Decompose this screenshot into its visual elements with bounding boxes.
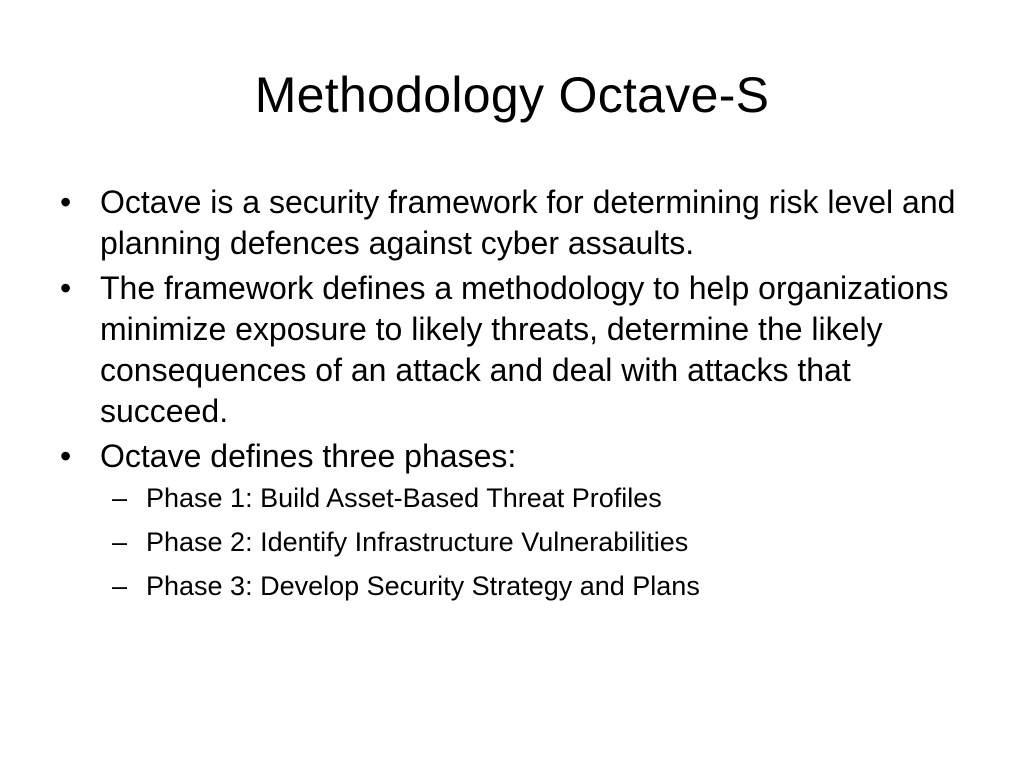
sub-bullet-text: Phase 1: Build Asset-Based Threat Profiles (146, 483, 662, 513)
sub-bullet-list (100, 481, 966, 604)
bullet-item (56, 182, 966, 264)
slide-title: Methodology Octave-S (254, 67, 770, 123)
sub-bullet-text: Phase 2: Identify Infrastructure Vulnerabilities (146, 527, 689, 557)
sub-bullet-marker: – (112, 571, 128, 601)
sub-bullet-marker: – (112, 527, 128, 557)
bullet-text: The framework defines a methodology to help organizations minimize exposure to likely threats, determine the likely consequences of an attack and deal with attacks that succeed. (100, 270, 949, 429)
bullet-marker: • (60, 184, 72, 220)
bullet-marker: • (60, 270, 72, 306)
sub-bullet-marker: – (112, 483, 128, 513)
sub-bullet-item (100, 481, 966, 516)
bullet-text: Octave is a security framework for determining risk level and planning defences against cyber assaults. (100, 184, 956, 261)
bullet-item (56, 268, 966, 432)
sub-bullet-item (100, 525, 966, 560)
sub-bullet-item (100, 569, 966, 604)
bullet-marker: • (60, 438, 72, 474)
sub-bullet-text: Phase 3: Develop Security Strategy and Plans (146, 571, 700, 601)
bullet-list (56, 182, 966, 613)
bullet-item (56, 436, 966, 604)
bullet-text: Octave defines three phases: (100, 438, 517, 474)
